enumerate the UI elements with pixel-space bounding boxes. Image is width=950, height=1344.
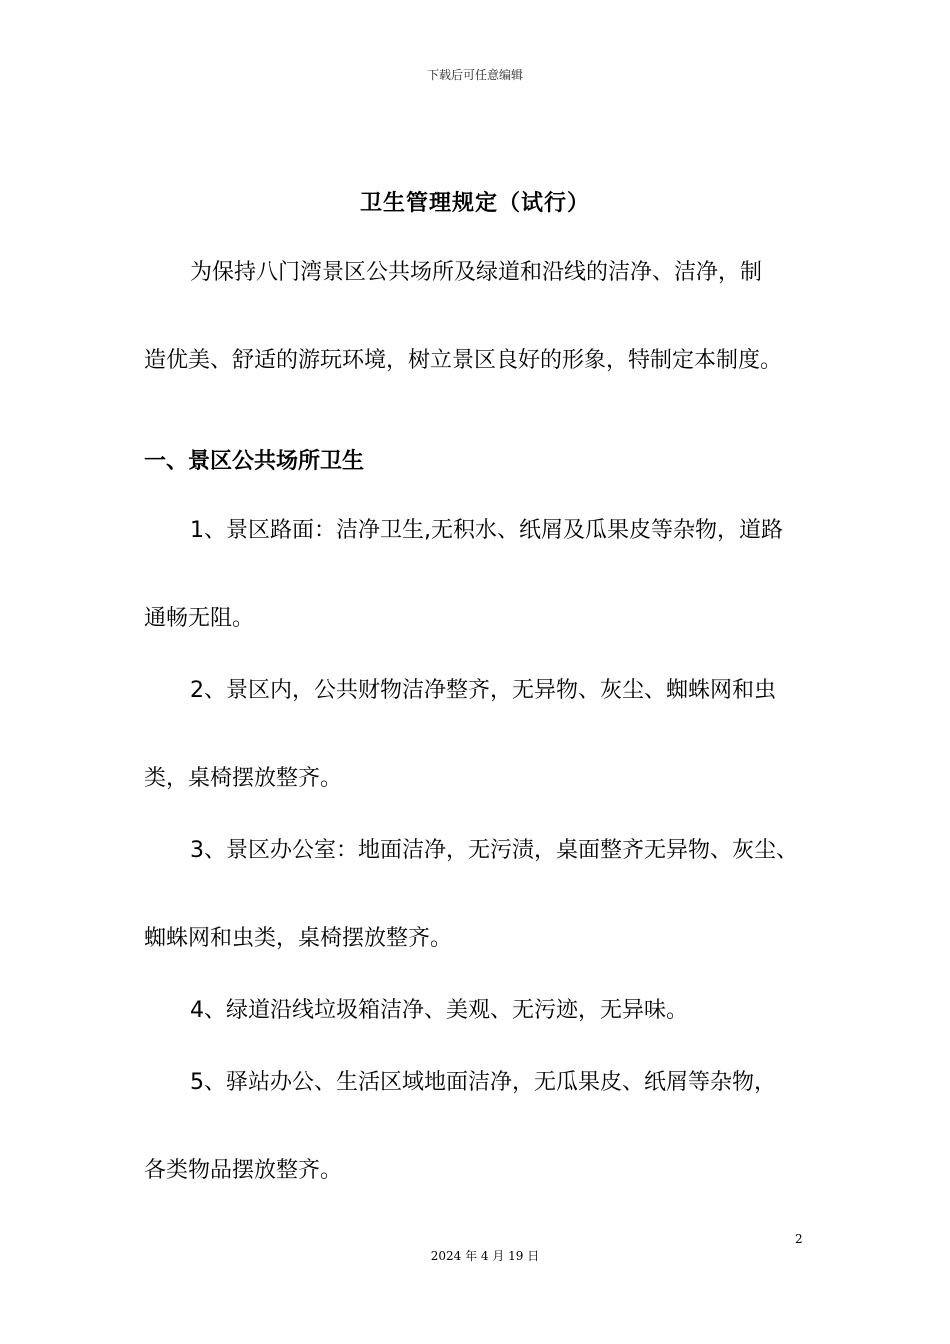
header-note: 下载后可任意编辑 [426,68,523,82]
section-heading: 一、景区公共场所卫生 [144,449,365,474]
rule-item [144,647,834,823]
rule-item-text: 4、绿道沿线垃圾箱洁净、美观、无污迹，无异味。 [190,998,688,1023]
page-number: 2 [795,1232,803,1246]
rule-item [144,807,834,983]
rule-item-text: 5、驿站办公、生活区域地面洁净，无瓜果皮、纸屑等杂物， [190,1070,776,1095]
intro-line-2: 造优美、舒适的游玩环境，树立景区良好的形象，特制定本制度。 [144,348,783,373]
intro-paragraph [144,229,824,405]
rule-item-continuation: 类，桌椅摆放整齐。 [144,766,343,791]
rule-item-continuation: 各类物品摆放整齐。 [144,1158,343,1183]
rule-item [144,1039,834,1215]
rule-item-text: 3、景区办公室：地面洁净，无污渍，桌面整齐无异物、灰尘、 [190,838,798,863]
rule-item-text: 2、景区内，公共财物洁净整齐，无异物、灰尘、蜘蛛网和虫 [190,678,776,703]
rule-item-continuation: 通畅无阻。 [144,606,255,631]
rule-item [144,487,834,663]
rule-item-continuation: 蜘蛛网和虫类，桌椅摆放整齐。 [144,926,453,951]
rule-item-text: 1、景区路面：洁净卫生,无积水、纸屑及瓜果皮等杂物，道路 [190,518,783,543]
document-title: 卫生管理规定（试行） [359,191,590,216]
footer-date: 2024 年 4 月 19 日 [430,1249,540,1263]
intro-line-1: 为保持八门湾景区公共场所及绿道和沿线的洁净、洁净，制 [190,260,763,285]
